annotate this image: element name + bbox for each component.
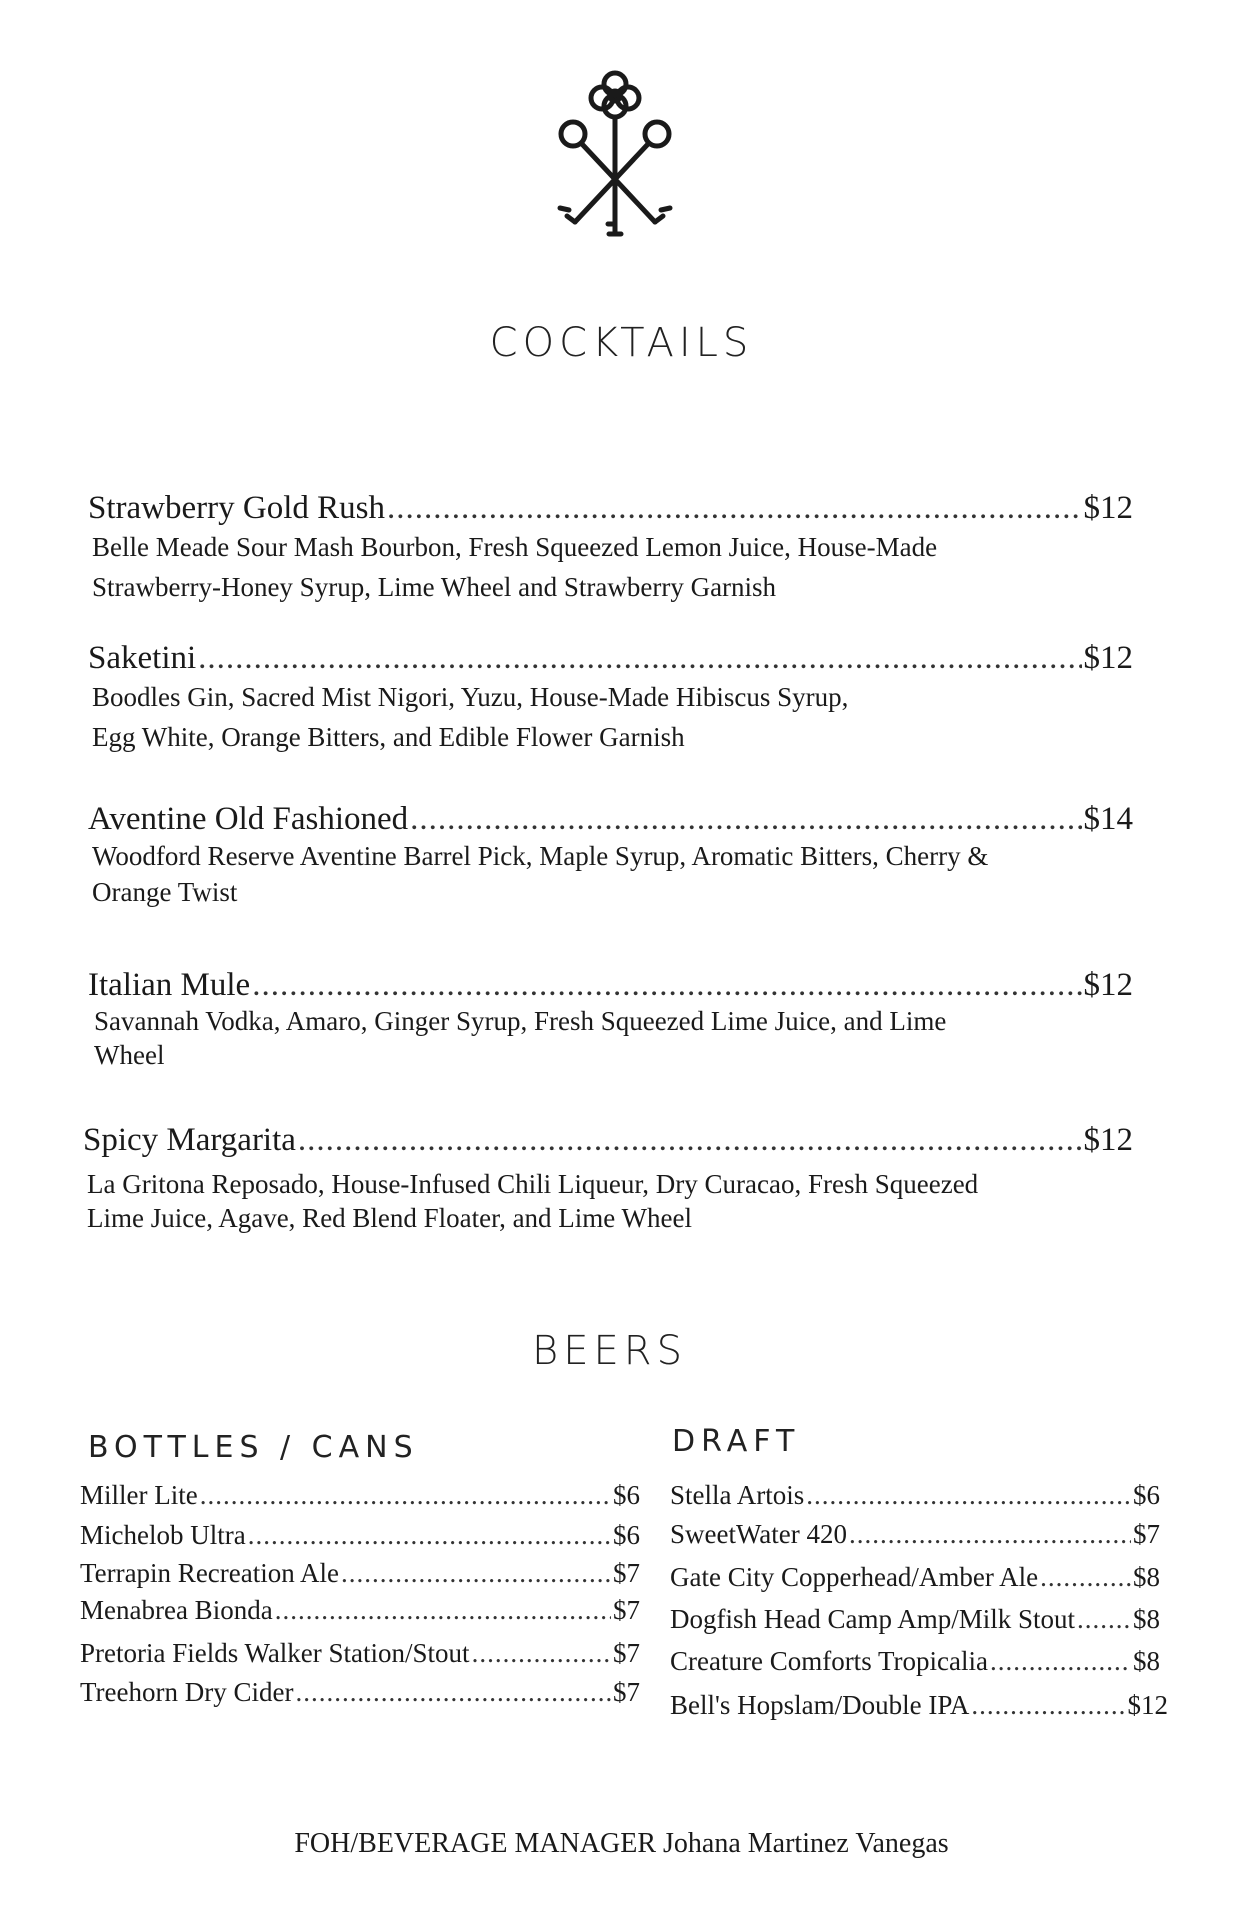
- cocktail-price: $12: [1083, 967, 1133, 1003]
- cocktail-name: Spicy Margarita: [83, 1122, 296, 1158]
- list-item: [670, 1646, 1160, 1677]
- beer-price: $7: [613, 1558, 640, 1588]
- cocktail-item: [88, 967, 1133, 1072]
- cocktail-name: Italian Mule: [88, 967, 251, 1003]
- beer-name: Treehorn Dry Cider: [80, 1677, 294, 1707]
- leader-dots: [295, 1677, 611, 1708]
- leader-dots: [1040, 1562, 1131, 1593]
- footer-manager: FOH/BEVERAGE MANAGER Johana Martinez Vanegas: [294, 1828, 949, 1859]
- leader-dots: [198, 640, 1081, 677]
- cocktail-description: Lime Juice, Agave, Red Blend Floater, and Lime Wheel: [87, 1203, 692, 1233]
- list-item: [80, 1677, 640, 1708]
- beers-title: BEERS: [532, 1328, 687, 1374]
- list-item: [670, 1604, 1160, 1635]
- cocktail-description: Wheel: [94, 1040, 165, 1070]
- list-item: [80, 1595, 640, 1626]
- beer-name: Gate City Copperhead/Amber Ale: [670, 1562, 1039, 1592]
- cocktail-price: $12: [1083, 640, 1133, 676]
- beer-price: $7: [1133, 1519, 1160, 1549]
- cocktail-description: La Gritona Reposado, House-Infused Chili Liqueur, Dry Curacao, Fresh Squeezed: [87, 1169, 979, 1199]
- cocktail-name: Saketini: [88, 640, 197, 676]
- leader-dots: [806, 1480, 1131, 1511]
- beer-name: Creature Comforts Tropicalia: [670, 1646, 988, 1676]
- beer-name: Menabrea Bionda: [80, 1595, 273, 1625]
- cocktail-price: $12: [1083, 490, 1133, 526]
- cocktail-description: Boodles Gin, Sacred Mist Nigori, Yuzu, House-Made Hibiscus Syrup,: [92, 682, 849, 712]
- leader-dots: [410, 801, 1081, 838]
- list-item: [80, 1520, 640, 1551]
- draft-title: DRAFT: [672, 1424, 801, 1459]
- beer-name: Pretoria Fields Walker Station/Stout: [80, 1638, 470, 1668]
- list-item: [670, 1562, 1160, 1593]
- cocktail-price: $12: [1083, 1122, 1133, 1158]
- beer-price: $6: [613, 1480, 640, 1510]
- cocktail-price: $14: [1083, 801, 1133, 837]
- list-item: [670, 1480, 1160, 1511]
- bottles-list: [80, 1480, 640, 1720]
- beer-name: Miller Lite: [80, 1480, 198, 1510]
- leader-dots: [298, 1122, 1082, 1159]
- beer-price: $8: [1133, 1604, 1160, 1634]
- cocktails-title: COCKTAILS: [489, 320, 754, 366]
- draft-list: [670, 1480, 1168, 1730]
- crossed-keys-icon: [550, 62, 680, 242]
- list-item: [80, 1480, 640, 1511]
- list-item: [670, 1690, 1168, 1721]
- cocktail-item: [83, 1122, 1133, 1235]
- leader-dots: [341, 1558, 611, 1589]
- cocktail-description: Belle Meade Sour Mash Bourbon, Fresh Squeezed Lemon Juice, House-Made: [92, 532, 938, 562]
- leader-dots: [387, 490, 1082, 527]
- beer-name: Bell's Hopslam/Double IPA: [670, 1690, 970, 1720]
- leader-dots: [472, 1638, 611, 1669]
- leader-dots: [971, 1690, 1125, 1721]
- cocktail-name: Aventine Old Fashioned: [88, 801, 409, 837]
- beer-price: $6: [1133, 1480, 1160, 1510]
- cocktail-name: Strawberry Gold Rush: [88, 490, 385, 526]
- list-item: [80, 1558, 640, 1589]
- leader-dots: [849, 1519, 1131, 1550]
- beer-price: $6: [613, 1520, 640, 1550]
- beer-price: $8: [1133, 1562, 1160, 1592]
- list-item: [670, 1519, 1160, 1550]
- cocktail-description: Woodford Reserve Aventine Barrel Pick, Maple Syrup, Aromatic Bitters, Cherry &: [92, 841, 989, 871]
- beer-price: $7: [613, 1595, 640, 1625]
- beer-name: SweetWater 420: [670, 1519, 848, 1549]
- leader-dots: [200, 1480, 611, 1511]
- leader-dots: [990, 1646, 1131, 1677]
- beer-name: Michelob Ultra: [80, 1520, 246, 1550]
- beer-name: Stella Artois: [670, 1480, 805, 1510]
- beer-price: $12: [1127, 1690, 1168, 1720]
- leader-dots: [275, 1595, 611, 1626]
- beer-name: Terrapin Recreation Ale: [80, 1558, 339, 1588]
- cocktail-description: Strawberry-Honey Syrup, Lime Wheel and Strawberry Garnish: [92, 572, 777, 602]
- cocktail-item: [88, 640, 1133, 757]
- beer-price: $7: [613, 1677, 640, 1707]
- list-item: [80, 1638, 640, 1669]
- beer-price: $8: [1133, 1646, 1160, 1676]
- beer-name: Dogfish Head Camp Amp/Milk Stout: [670, 1604, 1075, 1634]
- leader-dots: [1077, 1604, 1131, 1635]
- leader-dots: [252, 967, 1081, 1004]
- leader-dots: [248, 1520, 611, 1551]
- cocktail-item: [88, 490, 1133, 607]
- cocktail-description: Orange Twist: [92, 877, 238, 907]
- cocktail-description: Egg White, Orange Bitters, and Edible Flower Garnish: [92, 722, 685, 752]
- bottles-cans-title: BOTTLES / CANS: [88, 1430, 419, 1465]
- cocktail-item: [88, 801, 1133, 910]
- beer-price: $7: [613, 1638, 640, 1668]
- cocktail-description: Savannah Vodka, Amaro, Ginger Syrup, Fresh Squeezed Lime Juice, and Lime: [94, 1006, 947, 1036]
